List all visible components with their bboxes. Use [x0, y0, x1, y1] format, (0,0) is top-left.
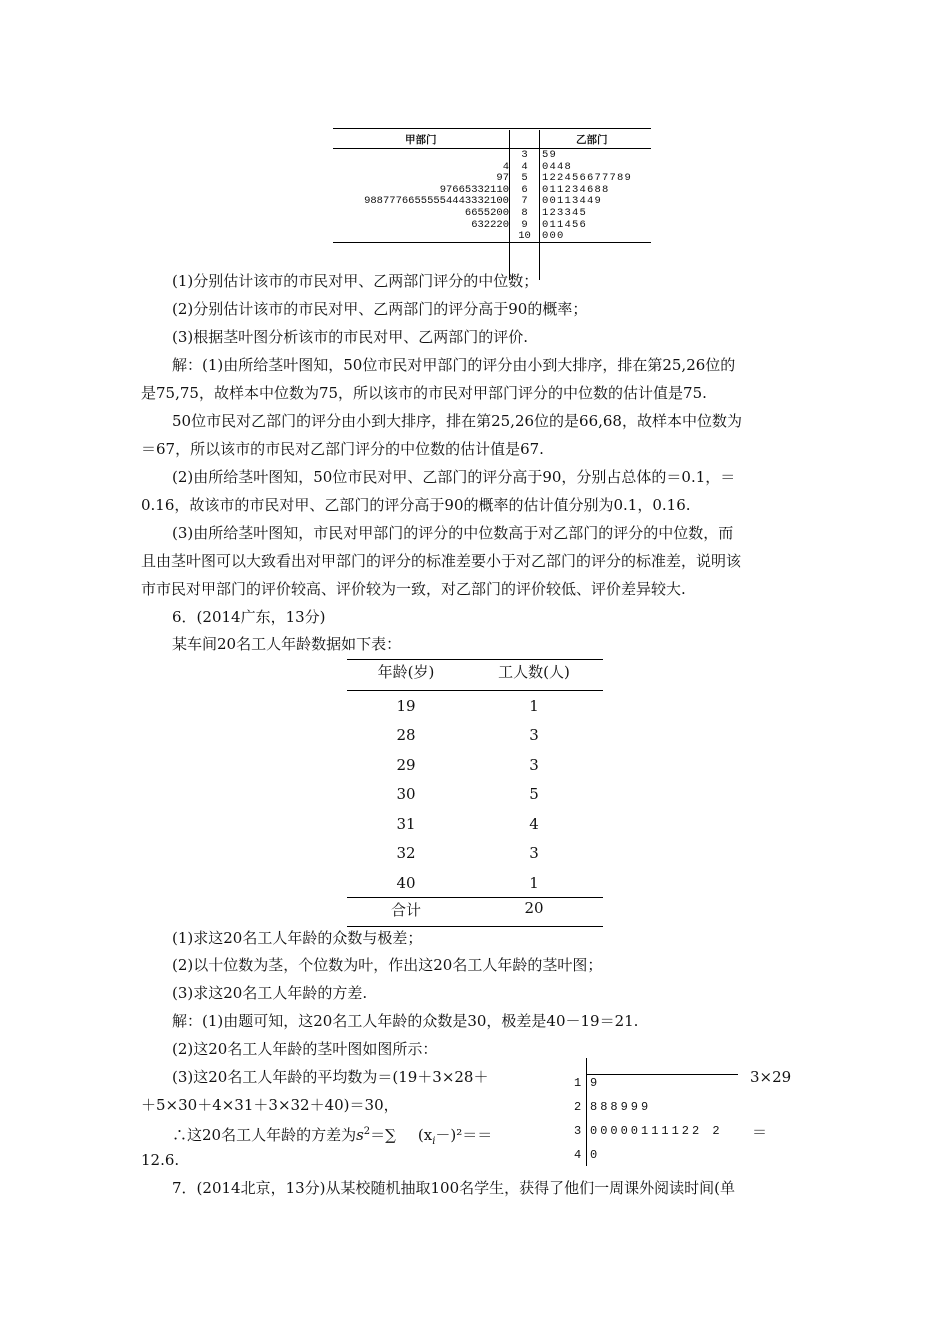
q5-solution-4a: (3)由所给茎叶图知，市民对甲部门的评分的中位数高于对乙部门的评分的中位数，而	[172, 524, 734, 542]
q5-question-3: (3)根据茎叶图分析该市的市民对甲、乙两部门的评价.	[172, 328, 529, 346]
cell-count: 1	[529, 696, 539, 715]
stem: 1	[574, 1076, 582, 1090]
stem: 3	[574, 1124, 582, 1138]
cell-count: 1	[529, 873, 539, 892]
right-leaves: 123345	[542, 206, 588, 219]
stem-row	[333, 172, 651, 184]
cell-count: 3	[529, 755, 539, 774]
left-leaves: 6655200	[464, 206, 509, 219]
stem: 6	[521, 183, 528, 196]
table-row	[347, 720, 603, 750]
q5-solution-3b: 0.16，故该市的市民对甲、乙部门的评分高于90的概率的估计值分别为0.1，0.16.	[141, 496, 691, 514]
stem: 2	[574, 1100, 582, 1114]
stem: 9	[521, 218, 528, 231]
q6-solution-3d: 12.6.	[141, 1151, 180, 1169]
total-label: 合计	[390, 901, 421, 919]
stem: 3	[521, 149, 528, 161]
q6-intro: 某车间20名工人年龄数据如下表：	[172, 635, 402, 653]
q5-solution-4b: 且由茎叶图可以大致看出对甲部门的评分的标准差要小于对乙部门的评分的标准差，说明该	[141, 552, 742, 570]
subscript-i: i	[432, 1136, 436, 1147]
left-leaves: 632220	[471, 218, 509, 231]
variance-exponent: 2	[363, 1126, 371, 1137]
leaves: 00000111122 2	[590, 1124, 723, 1138]
q6-solution-1: 解：(1)由题可知，这20名工人年龄的众数是30，极差是40－19＝21.	[172, 1012, 639, 1030]
table-header-row	[347, 660, 603, 691]
q6-question-3: (3)求这20名工人年龄的方差.	[172, 984, 368, 1002]
q5-solution-3a: (2)由所给茎叶图知，50位市民对甲、乙部门的评分高于90，分别占总体的＝0.1，＝	[172, 468, 736, 486]
cell-count: 3	[529, 844, 539, 862]
stem-leaf-header	[333, 128, 651, 149]
left-leaves: 97	[496, 172, 509, 185]
q5-solution-4c: 市市民对甲部门的评价较高、评价较为一致，对乙部门的评价较低、评价差异较大.	[141, 580, 686, 598]
q5-solution-2b: ＝67，所以该市的市民对乙部门评分的中位数的估计值是67.	[141, 440, 544, 458]
variance-prefix: ∴这20名工人年龄的方差为	[172, 1126, 357, 1144]
stem-row	[333, 195, 651, 207]
stem-leaf-plot-1	[333, 128, 651, 243]
stem: 10	[518, 230, 531, 243]
right-leaves: 011456	[542, 218, 588, 231]
table-row	[347, 809, 603, 839]
stem: 4	[574, 1148, 582, 1162]
left-leaves: 97665332110	[439, 183, 509, 196]
table-row	[347, 750, 603, 780]
q6-solution-3b: ＋5×30＋4×31＋3×32＋40)＝30，	[141, 1096, 399, 1114]
table-total-row	[347, 897, 603, 927]
header-age: 年龄(岁)	[377, 663, 435, 681]
stem-row	[333, 219, 651, 231]
q5-solution-1b: 是75,75，故样本中位数为75，所以该市的市民对甲部门评分的中位数的估计值是75.	[141, 384, 707, 402]
table-row	[347, 691, 603, 721]
cell-age: 29	[396, 755, 416, 774]
left-leaves: 4	[502, 160, 509, 173]
table-row	[347, 779, 603, 809]
stem-row	[333, 207, 651, 219]
left-leaves: 98877766555554443332100	[364, 195, 509, 208]
q5-solution-2a: 50位市民对乙部门的评分由小到大排序，排在第25,26位的是66,68，故样本中位数为	[172, 412, 742, 430]
sum-symbol: ＝∑	[370, 1126, 396, 1144]
q6-solution-3c-right: ＝	[752, 1123, 768, 1141]
stem-row	[333, 184, 651, 196]
x-term: (x	[417, 1126, 433, 1144]
right-leaves: 000	[542, 230, 565, 243]
stem-row	[333, 149, 651, 161]
right-leaves: 0448	[542, 160, 573, 173]
stem-leaf-bottom-rule	[333, 242, 651, 243]
q7-line: 7．(2014北京，13分)从某校随机抽取100名学生，获得了他们一周课外阅读时间(单	[172, 1179, 735, 1197]
variance-symbol: s	[356, 1126, 364, 1144]
stem: 8	[521, 206, 528, 219]
right-leaves: 00113449	[542, 195, 603, 208]
cell-count: 4	[529, 814, 539, 833]
stem-row	[333, 161, 651, 173]
q6-solution-2: (2)这20名工人年龄的茎叶图如图所示：	[172, 1040, 438, 1058]
right-leaves: 011234688	[542, 183, 610, 196]
stem-leaf-plot-2	[560, 1058, 740, 1166]
right-header: 乙部门	[576, 134, 608, 146]
cell-age: 19	[396, 696, 416, 715]
q5-question-2: (2)分别估计该市的市民对甲、乙两部门的评分高于90的概率；	[172, 300, 588, 318]
cell-age: 30	[396, 785, 416, 803]
right-leaves: 59	[542, 149, 558, 161]
cell-age: 32	[396, 844, 416, 862]
cell-age: 28	[396, 726, 416, 744]
leaves: 888999	[590, 1100, 652, 1114]
table-row	[347, 838, 603, 868]
cell-age: 40	[396, 873, 416, 892]
q5-question-1: (1)分别估计该市的市民对甲、乙两部门评分的中位数；	[172, 272, 539, 290]
stem-row	[333, 230, 651, 242]
leaves: 0	[590, 1148, 601, 1162]
q6-solution-3a: (3)这20名工人年龄的平均数为＝(19＋3×28＋	[172, 1068, 489, 1086]
left-header: 甲部门	[405, 134, 437, 146]
right-leaves: 122456677789	[542, 172, 633, 185]
q6-question-2: (2)以十位数为茎，个位数为叶，作出这20名工人年龄的茎叶图；	[172, 956, 603, 974]
age-table	[347, 659, 603, 927]
q6-title: 6．(2014广东，13分)	[172, 608, 326, 626]
cell-age: 31	[396, 814, 416, 833]
cell-count: 3	[529, 726, 539, 744]
header-count: 工人数(人)	[498, 663, 570, 681]
q5-solution-1a: 解：(1)由所给茎叶图知，50位市民对甲部门的评分由小到大排序，排在第25,26位的	[172, 356, 736, 374]
table-row	[347, 868, 603, 898]
stem: 7	[521, 195, 528, 208]
q6-solution-3a-right: 3×29	[750, 1068, 792, 1086]
total-value: 20	[524, 899, 544, 917]
variance-tail: －)²＝＝	[435, 1126, 493, 1144]
stem: 5	[521, 172, 528, 185]
stem-top-rule	[586, 1074, 738, 1075]
leaves: 9	[590, 1076, 601, 1090]
stem: 4	[521, 160, 528, 173]
q6-solution-3c	[172, 1122, 492, 1152]
q6-question-1: (1)求这20名工人年龄的众数与极差；	[172, 929, 423, 947]
cell-count: 5	[529, 785, 539, 803]
